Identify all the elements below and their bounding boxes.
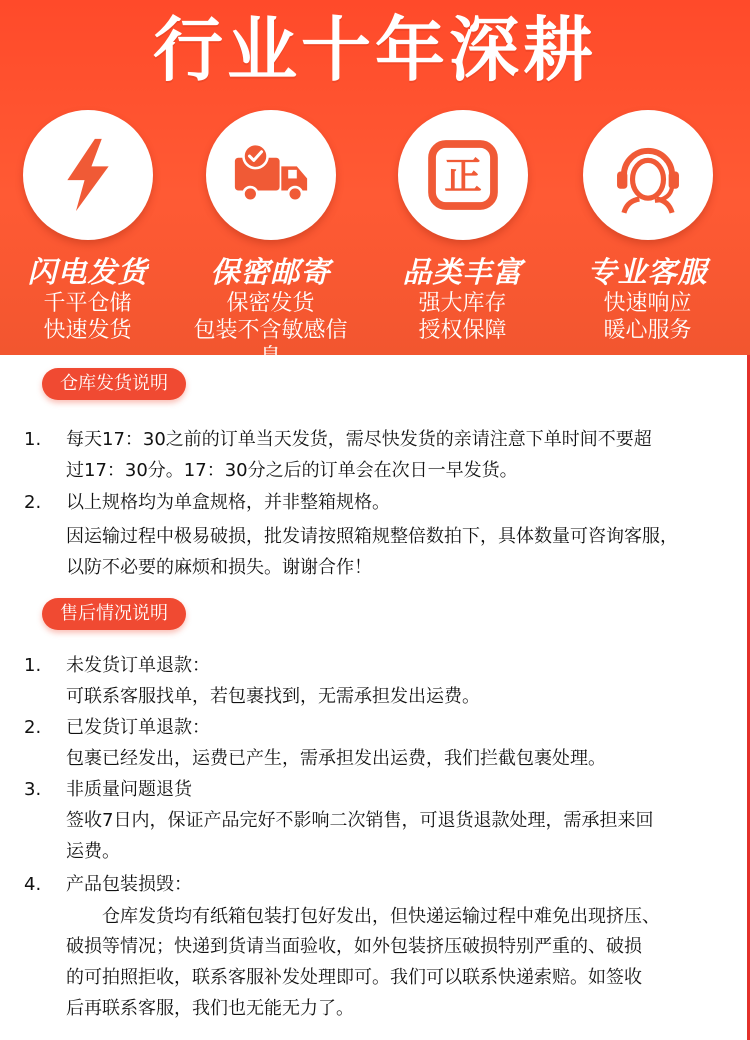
feature-title: 品类丰富 xyxy=(402,255,523,289)
feature-subtitle-1: 快速响应 xyxy=(603,291,692,316)
feature-title: 保密邮寄 xyxy=(210,255,331,289)
aftersale-line: 已发货订单退款： xyxy=(66,717,210,738)
warehouse-line: 过17：30分。17：30分之后的订单会在次日一早发货。 xyxy=(66,460,518,481)
customer-service-icon xyxy=(605,132,691,218)
warehouse-line: 以上规格均为单盒规格，并非整箱规格。 xyxy=(66,492,390,513)
aftersale-line: 运费。 xyxy=(66,841,120,862)
feature-rich-categories xyxy=(375,110,550,344)
aftersale-line: 破损等情况；快递到货请当面验收，如外包装挤压破损特别严重的、破损 xyxy=(66,936,642,957)
aftersale-line: 未发货订单退款： xyxy=(66,655,210,676)
feature-icon-circle xyxy=(206,110,336,240)
list-number: 2. xyxy=(24,492,42,513)
warehouse-heading-pill: 仓库发货说明 xyxy=(42,368,186,400)
list-number: 4. xyxy=(24,874,42,895)
service-banner xyxy=(0,0,750,370)
feature-subtitle-2: 授权保障 xyxy=(418,318,507,343)
aftersale-line: 非质量问题退货 xyxy=(66,779,192,800)
feature-subtitle-1: 强大库存 xyxy=(418,291,507,316)
warehouse-line: 因运输过程中极易破损，批发请按照箱规整倍数拍下，具体数量可咨询客服， xyxy=(66,526,678,547)
aftersale-line: 签收7日内，保证产品完好不影响二次销售，可退货退款处理，需承担来回 xyxy=(66,810,654,831)
feature-icon-circle xyxy=(398,110,528,240)
feature-icon-circle xyxy=(583,110,713,240)
warehouse-line: 每天17：30之前的订单当天发货，需尽快发货的亲请注意下单时间不要超 xyxy=(66,429,652,450)
feature-subtitle-1: 千平仓储 xyxy=(43,291,132,316)
feature-customer-service xyxy=(560,110,735,344)
delivery-truck-icon xyxy=(228,132,314,218)
aftersale-heading-pill: 售后情况说明 xyxy=(42,598,186,630)
list-number: 2. xyxy=(24,717,42,738)
aftersale-line: 后再联系客服，我们也无能无力了。 xyxy=(66,998,354,1019)
list-number: 1. xyxy=(24,429,42,450)
feature-title: 闪电发货 xyxy=(27,255,148,289)
feature-fast-shipping xyxy=(0,110,175,344)
aftersale-line: 的可拍照拒收，联系客服补发处理即可。我们可以联系快递索赔。如签收 xyxy=(66,967,642,988)
lightning-icon xyxy=(45,132,131,218)
feature-subtitle-2: 暖心服务 xyxy=(603,318,692,343)
feature-confidential-mail xyxy=(183,110,358,371)
warehouse-line: 以防不必要的麻烦和损失。谢谢合作！ xyxy=(66,557,372,578)
feature-title: 专业客服 xyxy=(587,255,708,289)
aftersale-line: 仓库发货均有纸箱包装打包好发出，但快递运输过程中难免出现挤压、 xyxy=(102,906,660,927)
list-number: 1. xyxy=(24,655,42,676)
list-number: 3. xyxy=(24,779,42,800)
genuine-stamp-icon xyxy=(420,132,506,218)
feature-icon-circle xyxy=(23,110,153,240)
feature-subtitle-2: 包装不含敏感信息 xyxy=(193,318,348,370)
aftersale-line: 可联系客服找单，若包裹找到，无需承担发出运费。 xyxy=(66,686,480,707)
aftersale-line: 产品包装损毁： xyxy=(66,874,192,895)
aftersale-line: 包裹已经发出，运费已产生，需承担发出运费，我们拦截包裹处理。 xyxy=(66,748,606,769)
banner-headline: 行业十年深耕 xyxy=(153,9,597,91)
feature-subtitle-1: 保密发货 xyxy=(226,291,315,316)
feature-subtitle-2: 快速发货 xyxy=(43,318,132,343)
svg-text:正: 正 xyxy=(443,153,482,198)
